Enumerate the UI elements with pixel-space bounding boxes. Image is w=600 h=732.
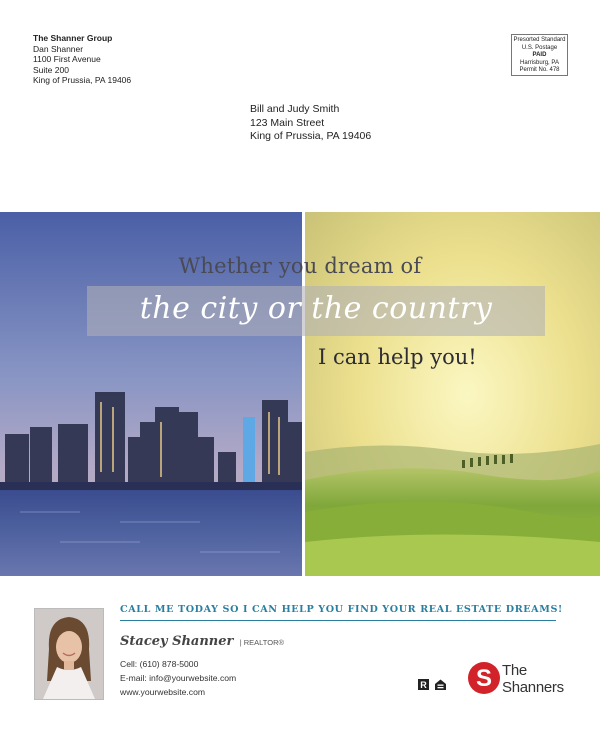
agent-signature: Stacey Shanner <box>120 634 234 649</box>
recipient-name: Bill and Judy Smith <box>250 103 340 115</box>
equal-housing-icon <box>435 680 446 691</box>
hero-headline-middle: the city or the country <box>139 291 493 326</box>
postage-line: Presorted Standard <box>513 37 566 43</box>
shanners-s-icon <box>467 661 501 695</box>
agent-title: | REALTOR® <box>239 638 285 647</box>
recipient-address <box>250 103 371 144</box>
recipient-street: 123 Main Street <box>250 116 325 129</box>
sender-suite: Suite 200 <box>33 64 69 75</box>
logo-line-1: The <box>502 662 527 679</box>
compliance-logos <box>418 679 460 698</box>
agent-contact <box>120 657 236 699</box>
brand-logo <box>467 661 501 700</box>
postage-indicia <box>511 34 568 76</box>
svg-text:S: S <box>475 665 493 692</box>
agent-email: E-mail: info@yourwebsite.com <box>120 673 237 683</box>
divider <box>120 620 556 621</box>
agent-cell: Cell: (610) 878-5000 <box>120 659 199 669</box>
return-address <box>33 33 131 86</box>
postage-line: Harrisburg, PA <box>520 59 559 66</box>
logo-line-2: Shanners <box>502 679 564 696</box>
agent-name-line <box>120 634 284 649</box>
sender-company: The Shanner Group <box>33 33 113 43</box>
brand-logo-text <box>502 662 564 696</box>
postage-line: Permit No. 478 <box>519 67 560 74</box>
sender-city: King of Prussia, PA 19406 <box>33 75 132 85</box>
call-to-action: CALL ME TODAY SO I CAN HELP YOU FIND YOUR REAL ESTATE DREAMS! <box>120 604 563 615</box>
hero-headline-top: Whether you dream of <box>178 254 422 278</box>
realtor-icon <box>418 679 429 690</box>
postage-paid: PAID <box>532 52 547 59</box>
sender-name: Dan Shanner <box>33 43 84 54</box>
hero-headline-bottom: I can help you! <box>318 345 477 369</box>
agent-website: www.yourwebsite.com <box>120 687 206 697</box>
sender-street: 1100 First Avenue <box>33 54 101 64</box>
postage-line: U.S. Postage <box>521 44 558 51</box>
agent-photo <box>34 608 104 700</box>
svg-text:R: R <box>420 680 427 690</box>
recipient-city: King of Prussia, PA 19406 <box>250 130 372 142</box>
